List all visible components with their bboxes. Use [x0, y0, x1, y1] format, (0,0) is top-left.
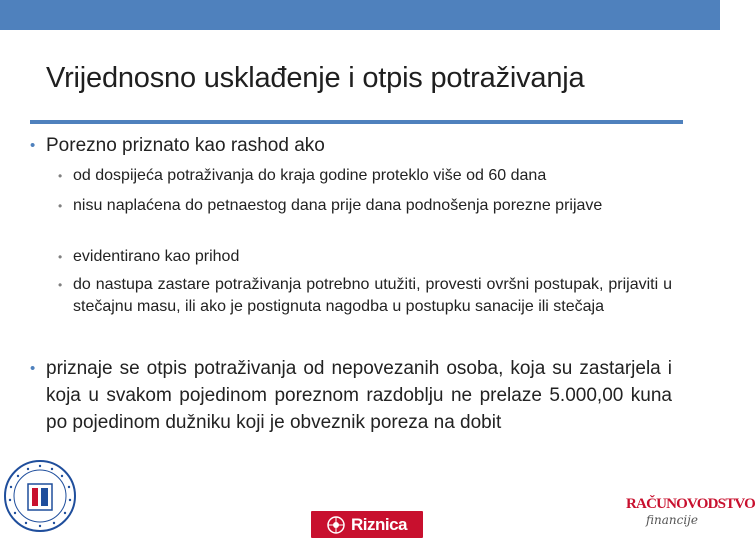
riznica-emblem-icon [327, 516, 345, 534]
bullet-dot-icon: • [58, 199, 63, 213]
racunovodstvo-logo-subtitle: financije [646, 513, 698, 527]
racunovodstvo-logo-title: RAČUNOVODSTVO [626, 496, 755, 512]
slide-title: Vrijednosno usklađenje i otpis potraživanja [46, 62, 585, 94]
riznica-logo [311, 511, 423, 538]
racunovodstvo-logo [626, 495, 755, 537]
bullet-sub-2-text: nisu naplaćena do petnaestog dana prije dana podnošenja porezne prijave [73, 197, 603, 214]
bullet-sub-3-text: evidentirano kao prihod [73, 248, 240, 265]
bullet-dot-icon: • [30, 137, 36, 154]
riznica-logo-text: Riznica [350, 514, 408, 534]
bullet-main-1-text: Porezno priznato kao rashod ako [46, 135, 325, 156]
bullet-sub-1-text: od dospijeća potraživanja do kraja godine proteklo više od 60 dana [73, 167, 547, 184]
bullet-sub-1 [58, 165, 672, 187]
bullet-main-2 [30, 355, 672, 436]
top-accent-bar [0, 0, 720, 30]
bullet-dot-icon: • [30, 360, 36, 377]
bullet-sub-3 [58, 246, 672, 268]
bullet-dot-icon: • [58, 278, 63, 292]
bullet-sub-2 [58, 195, 672, 217]
bullet-main-1 [30, 132, 680, 159]
bullet-dot-icon: • [58, 250, 63, 264]
bullet-sub-4-text: do nastupa zastare potraživanja potrebno utužiti, provesti ovršni postupak, prijaviti u stečajnu masu, ili ako je postignuta nagodba u postupku sanacije ili stečaja [73, 276, 672, 315]
association-seal-logo [2, 458, 78, 534]
bullet-main-2-text: priznaje se otpis potraživanja od nepovezanih osoba, koja su zastarjela i koja u svakom pojedinom poreznom razdoblju ne prelaze 5.000,00 kuna po pojedinom dužniku koji je obveznik poreza na dobit [46, 358, 672, 433]
bullet-dot-icon: • [58, 169, 63, 183]
bullet-sub-4 [58, 274, 672, 318]
association-seal-icon [2, 458, 78, 534]
title-divider [30, 120, 683, 124]
